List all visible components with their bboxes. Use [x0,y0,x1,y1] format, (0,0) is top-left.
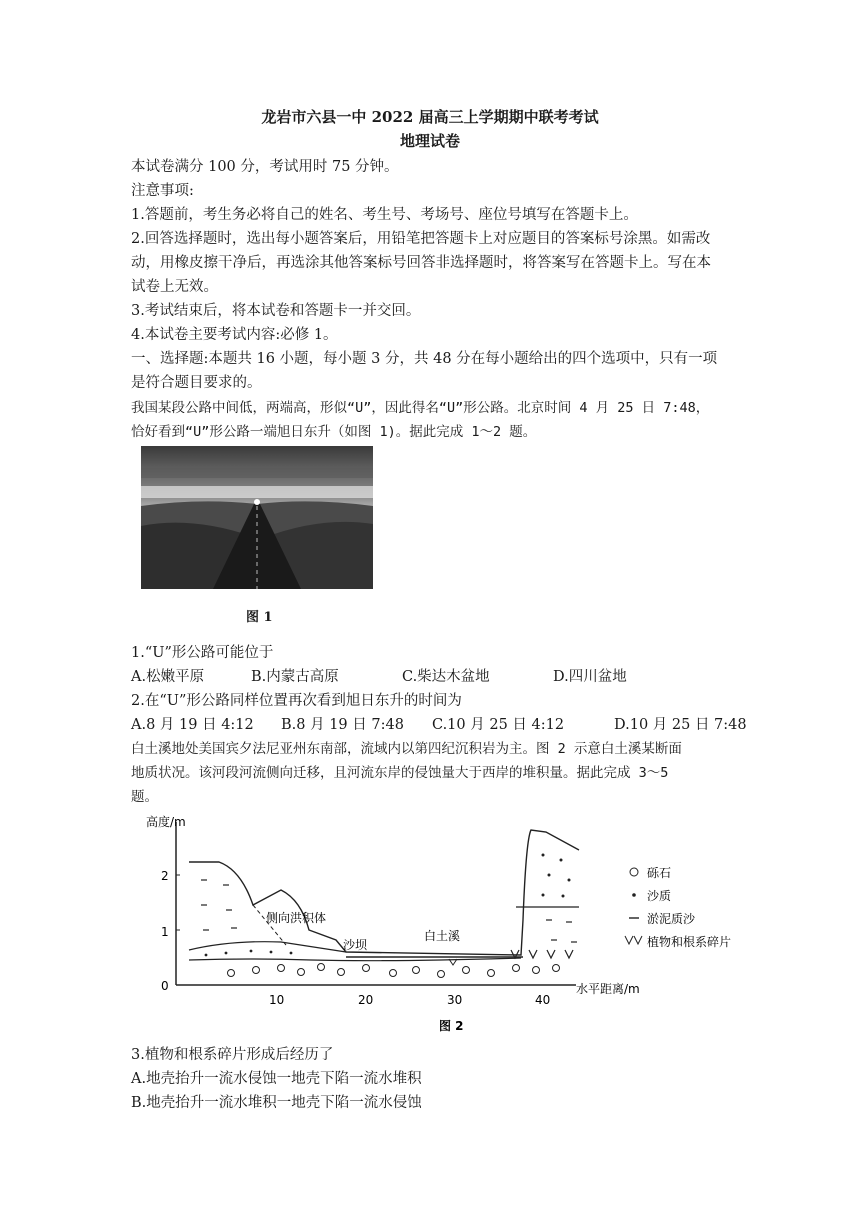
q2-option-d: D.10 月 25 日 7:48 [614,717,747,733]
q1-option-d: D.四川盆地 [553,669,627,685]
layer-boundary [189,942,346,952]
section-heading: 一、选择题:本题共 16 小题，每小题 3 分，共 48 分在每小题给出的四个选项中，只有一项 [131,351,718,367]
y-tick-label: 1 [161,925,169,939]
gravel-pattern [228,964,560,978]
y-tick-label: 2 [161,869,169,883]
q2-stem: 2.在“U”形公路同样位置再次看到旭日东升的时间为 [131,693,462,709]
x-tick-label: 40 [535,993,551,1007]
cross-section-figure [131,810,781,1035]
legend-gravel-icon [630,868,638,876]
q2-option-c: C.10 月 25 日 4:12 [432,717,565,733]
x-tick-label: 30 [447,993,463,1007]
q1-option-a: A.松嫩平原 [131,669,205,685]
q3-stem: 3.植物和根系碎片形成后经历了 [131,1047,334,1063]
y-tick-label: 0 [161,979,169,993]
passage-line: 地质状况。该河段河流侧向迁移，且河流东岸的侵蚀量大于西岸的堆积量。据此完成 3～5 [131,765,669,781]
x-axis-label: 水平距离/m [576,982,640,996]
legend [625,866,731,949]
legend-sand-icon [632,893,636,897]
notice-line: 试卷上无效。 [131,279,218,295]
legend-item: 淤泥质沙 [647,912,696,926]
figure2-caption: 图 2 [439,1019,464,1033]
figure1-caption: 图 1 [246,610,273,625]
passage-line: 恰好看到“U”形公路一端旭日东升（如图 1)。据此完成 1～2 题。 [131,424,537,440]
y-axis-label: 高度/m [146,815,186,829]
notice-line: 2.回答选择题时，选出每小题答案后，用铅笔把答题卡上对应题目的答案标号涂黑。如需改 [131,231,711,247]
sand-bar-label: 沙坝 [343,938,368,952]
q1-option-b: B.内蒙古高原 [251,669,339,685]
q3-option-a: A.地壳抬升一流水侵蚀一地壳下陷一流水堆积 [131,1071,422,1087]
exam-subtitle: 地理试卷 [399,132,460,150]
layer-boundary [189,958,521,961]
q1-option-c: C.柴达木盆地 [402,669,490,685]
score-line: 本试卷满分 100 分，考试用时 75 分钟。 [131,159,399,175]
notice-line: 4.本试卷主要考试内容:必修 1。 [131,327,338,343]
notice-line: 动，用橡皮擦干净后，再选涂其他答案标号回答非选择题时，将答案写在答题卡上。写在本 [131,255,711,271]
x-tick-label: 10 [269,993,285,1007]
terrain-profile [189,830,579,955]
legend-item: 植物和根系碎片 [647,935,732,949]
creek-label: 白土溪 [424,929,461,943]
notice-heading: 注意事项: [131,183,194,199]
legend-item: 沙质 [647,889,672,903]
q2-option-a: A.8 月 19 日 4:12 [131,717,254,733]
notice-line: 3.考试结束后，将本试卷和答题卡一并交回。 [131,303,421,319]
exam-title: 龙岩市六县一中 2022 届高三上学期期中联考考试 [261,108,599,126]
x-tick-label: 20 [358,993,374,1007]
sand-pattern [205,854,571,957]
q2-option-b: B.8 月 19 日 7:48 [281,717,404,733]
q3-option-b: B.地壳抬升一流水堆积一地壳下陷一流水侵蚀 [131,1095,422,1111]
lateral-bar-label: 侧向洪积体 [266,911,327,925]
passage-line: 白土溪地处美国宾夕法尼亚州东南部，流域内以第四纪沉积岩为主。图 2 示意白土溪某断面 [131,741,682,757]
legend-item: 砾石 [647,866,672,880]
section-heading: 是符合题目要求的。 [131,375,262,391]
passage-line: 我国某段公路中间低，两端高，形似“U”，因此得名“U”形公路。北京时间 4 月 25 日 7:48， [131,400,710,416]
legend-plant-icon [625,936,642,944]
q1-stem: 1.“U”形公路可能位于 [131,645,274,661]
passage-line: 题。 [131,789,158,805]
notice-line: 1.答题前，考生务必将自己的姓名、考生号、考场号、座位号填写在答题卡上。 [131,207,638,223]
road-photo [141,446,373,589]
